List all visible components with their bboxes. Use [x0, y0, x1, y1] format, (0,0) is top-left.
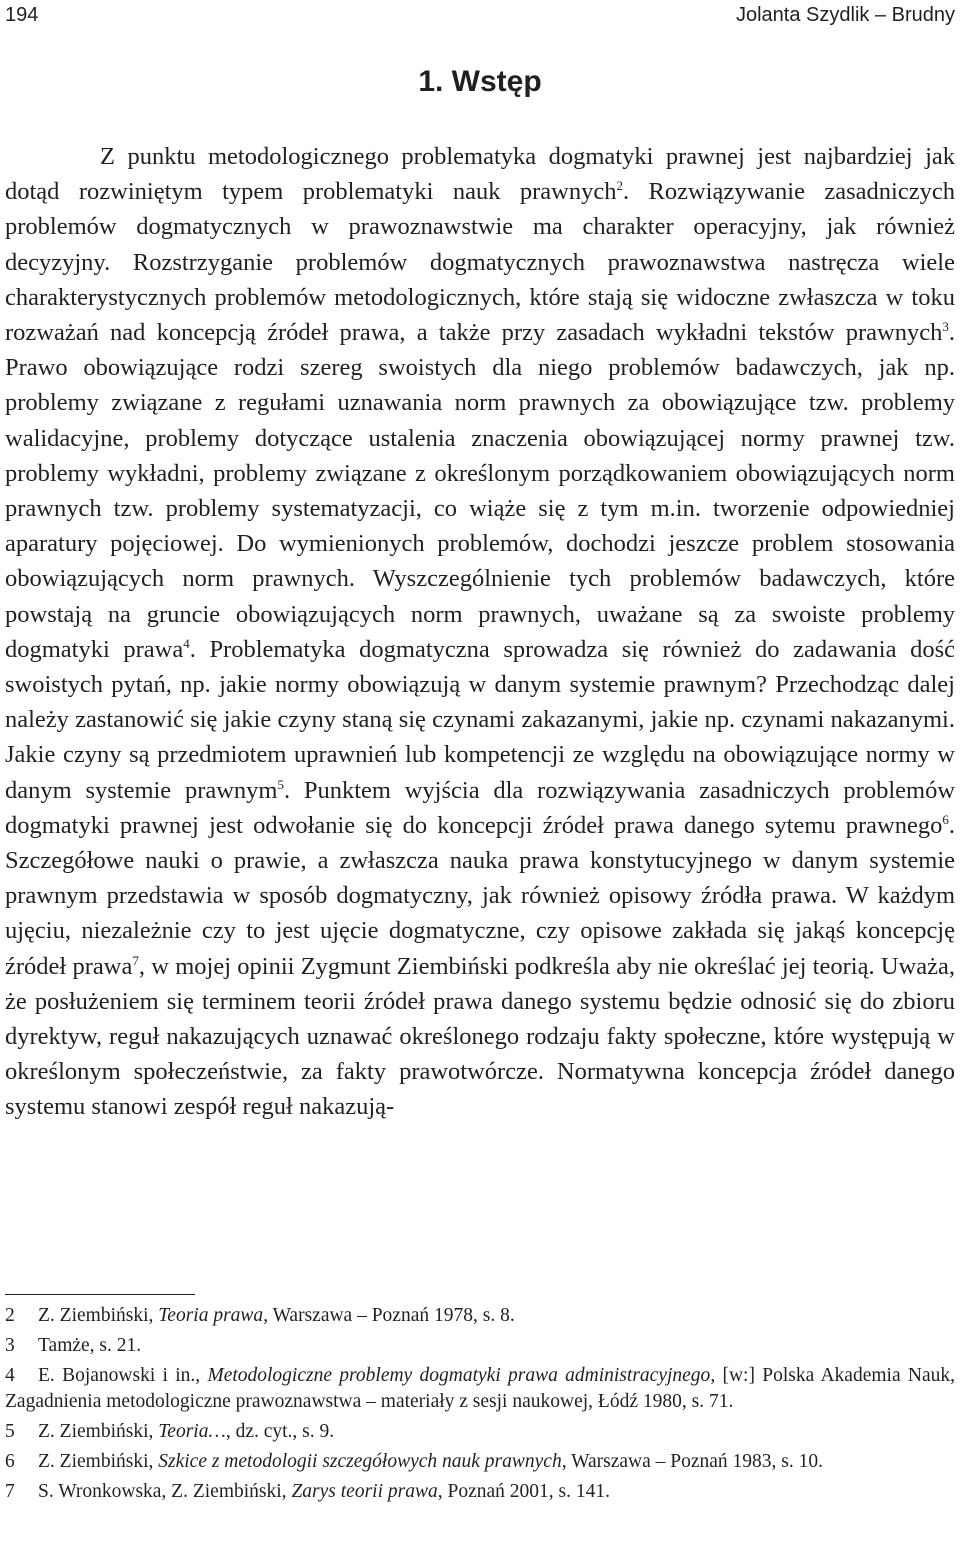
- footnote-number: 2: [5, 1305, 15, 1326]
- footnote-text: Z. Ziembiński,: [38, 1305, 159, 1326]
- text-run: . Problematyka dogmatyczna sprowadza się również do zadawania dość swoistych pytań, np. jakie normy obowiązują w danym systemie prawnym? Przechodząc dalej należy zastanowić się jakie czyny staną się czynami zakazanymi, jakie np. czynami nakazanymi. Jakie czyny są przedmiotem uprawnień lub kompetencji ze względu na obowiązujące normy w danym systemie prawnym: [5, 635, 955, 804]
- footnote-text: , [w:] Polska Akademia Nauk, Zagadnienia metodologiczne prawoznawstwa – materiały z sesji naukowej, Łódź 1980, s. 71.: [5, 1365, 956, 1412]
- footnote: [5, 1333, 955, 1359]
- page-header: [5, 2, 955, 28]
- footnote-text: Tamże, s. 21.: [38, 1335, 142, 1356]
- footnote-ref: 5: [277, 776, 284, 792]
- footnote-ref: 6: [942, 811, 949, 827]
- footnote-text: , Poznań 2001, s. 141.: [437, 1481, 610, 1502]
- footnote-work-title: Szkice z metodologii szczegółowych nauk prawnych: [158, 1451, 562, 1472]
- footnote-number: 6: [5, 1451, 15, 1472]
- footnote-work-title: Zarys teorii prawa: [291, 1481, 438, 1502]
- section-title: 1. Wstęp: [418, 65, 542, 98]
- footnote-number: 5: [5, 1421, 15, 1442]
- paragraph: [5, 139, 955, 1125]
- footnote-work-title: Metodologiczne problemy dogmatyki prawa administracyjnego: [207, 1365, 711, 1386]
- footnote-text: Z. Ziembiński,: [38, 1421, 159, 1442]
- footnote-text: S. Wronkowska, Z. Ziembiński,: [38, 1481, 292, 1502]
- footnote-work-title: Teoria prawa: [158, 1305, 264, 1326]
- footnote-work-title: Teoria…: [158, 1421, 226, 1442]
- footnotes: [5, 1303, 955, 1509]
- footnote-number: 7: [5, 1481, 15, 1502]
- text-run: . Rozwiązywanie zasadniczych problemów dogmatycznych w prawoznawstwie ma charakter operacyjny, jak również decyzyjny. Rozstrzyganie problemów dogmatycznych prawoznawstwa nastręcza wiele charakterystycznych problemów metodologicznych, które stają się widoczne zwłaszcza w toku rozważań nad koncepcją źródeł prawa, a także przy zasadach wykładni tekstów prawnych: [5, 178, 955, 347]
- text-run: , w mojej opinii Zygmunt Ziembiński podkreśla aby nie określać jej teorią. Uważa, że posłużeniem się terminem teorii źródeł prawa danego systemu będzie odnosić się do zbioru dyrektyw, reguł nakazujących uznawać określonego rodzaju fakty społeczne, które występują w określonym społeczeństwie, za fakty prawotwórcze. Normatywna koncepcja źródeł danego systemu stanowi zespół reguł nakazują-: [5, 952, 955, 1121]
- footnote-number: 4: [5, 1365, 15, 1386]
- running-head: Jolanta Szydlik – Brudny: [735, 4, 955, 26]
- footnote-text: E. Bojanowski i in.,: [38, 1365, 208, 1386]
- footnote-ref: 2: [616, 178, 623, 194]
- footnote: [5, 1449, 955, 1475]
- footnote-ref: 3: [942, 318, 949, 334]
- page-number: 194: [5, 4, 39, 26]
- footnote-text: , dz. cyt., s. 9.: [225, 1421, 335, 1442]
- footnote-text: Z. Ziembiński,: [38, 1451, 159, 1472]
- footnote-separator: [5, 1294, 195, 1295]
- footnote-text: , Warszawa – Poznań 1983, s. 10.: [561, 1451, 823, 1472]
- footnote-ref: 4: [183, 635, 190, 651]
- footnote: [5, 1303, 955, 1329]
- footnote: [5, 1363, 955, 1415]
- footnote-ref: 7: [132, 952, 139, 968]
- footnote-number: 3: [5, 1335, 15, 1356]
- body-text: [5, 139, 955, 1125]
- text-run: . Punktem wyjścia dla rozwiązywania zasadniczych problemów dogmatyki prawnej jest odwołanie się do koncepcji źródeł prawa danego sytemu prawnego: [5, 776, 956, 839]
- text-run: Z punktu metodologicznego problematyka dogmatyki prawnej jest najbardziej jak dotąd rozwiniętym typem problematyki nauk prawnych: [5, 143, 955, 206]
- footnote: [5, 1479, 955, 1505]
- text-run: . Szczegółowe nauki o prawie, a zwłaszcza nauka prawa konstytucyjnego w danym systemie prawnym przedstawia w sposób dogmatyczny, jak również opisowy źródła prawa. W każdym ujęciu, niezależnie czy to jest ujęcie dogmatyczne, czy opisowe zakłada się jakąś koncepcję źródeł prawa: [5, 811, 955, 980]
- footnote: [5, 1419, 955, 1445]
- footnote-text: , Warszawa – Poznań 1978, s. 8.: [263, 1305, 515, 1326]
- text-run: . Prawo obowiązujące rodzi szereg swoistych dla niego problemów badawczych, jak np. problemy związane z regułami uznawania norm prawnych za obowiązujące tzw. problemy walidacyjne, problemy dotyczące ustalenia znaczenia obowiązującej normy prawnej tzw. problemy wykładni, problemy związane z określonym porządkowaniem obowiązujących norm prawnych tzw. problemy systematyzacji, co wiąże się z tym m.in. tworzenie odpowiedniej aparatury pojęciowej. Do wymienionych problemów, dochodzi jeszcze problem stosowania obowiązujących norm prawnych. Wyszczególnienie tych problemów badawczych, które powstają na gruncie obowiązujących norm prawnych, uważane są za swoiste problemy dogmatyki prawa: [5, 319, 955, 663]
